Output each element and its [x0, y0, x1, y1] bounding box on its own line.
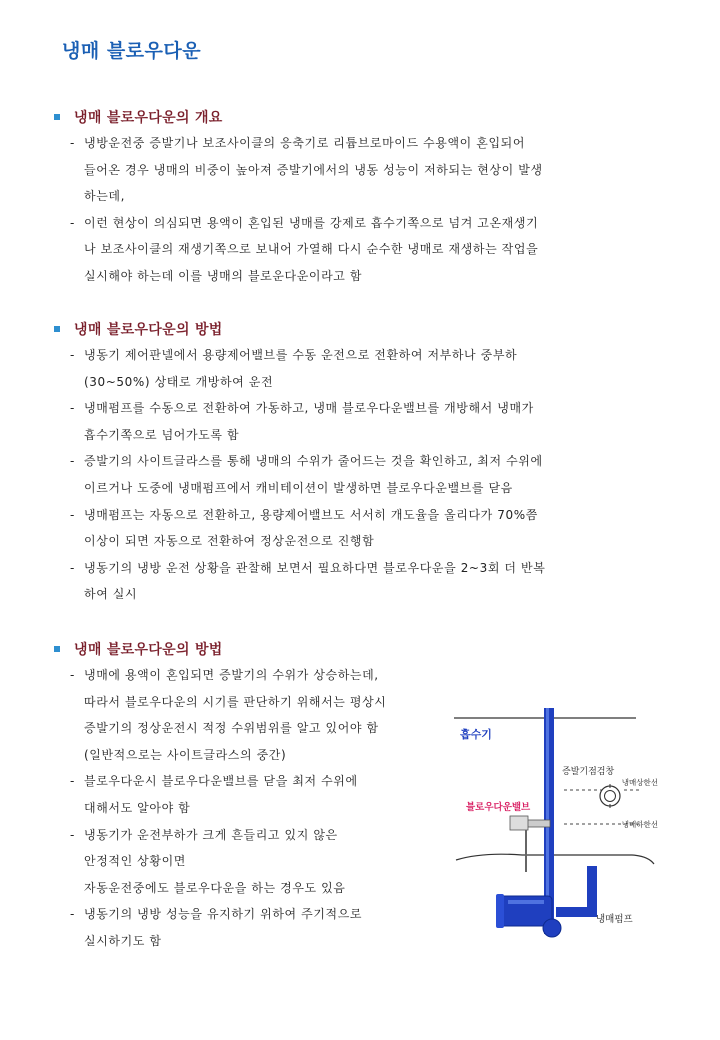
dash-bullet: - — [70, 907, 75, 922]
item-line: 이런 현상이 의심되면 용액이 혼입된 냉매를 강제로 흡수기쪽으로 넘겨 고온재생기 — [84, 215, 539, 230]
dash-bullet: - — [70, 348, 75, 362]
dash-bullet: - — [70, 774, 75, 789]
item-line: 실시하기도 함 — [84, 933, 162, 948]
item-line: 냉동기의 냉방 운전 상황을 관찰해 보면서 필요하다면 블로우다운을 2~3회 더 반복 — [84, 560, 546, 575]
section-title: 냉매 블로우다운의 방법 — [74, 322, 223, 338]
item-line: 흡수기쪽으로 넘어가도록 함 — [84, 427, 240, 442]
item-line: 증발기의 정상운전시 적정 수위범위를 알고 있어야 함 — [84, 721, 379, 736]
dash-bullet: - — [70, 668, 75, 682]
item-line: 안정적인 상황이면 — [84, 854, 186, 869]
blowdown-diagram — [452, 700, 658, 950]
dash-bullet: - — [70, 454, 75, 469]
sightglass-label: 증발기점검창 — [562, 767, 615, 777]
square-bullet-icon — [54, 114, 60, 120]
dash-bullet: - — [70, 507, 75, 522]
item-list — [52, 342, 652, 608]
lower-level-label: 냉매하한선 — [621, 820, 658, 829]
list-item — [70, 448, 652, 501]
item-line: 실시해야 하는데 이를 냉매의 블로운다운이라고 함 — [84, 268, 363, 283]
page-title: 냉매 블로우다운 — [62, 40, 202, 62]
dash-bullet: - — [70, 215, 75, 230]
item-line: 블로우다운시 블로우다운밸브를 닫을 최저 수위에 — [84, 774, 358, 789]
item-line: (일반적으로는 사이트글라스의 중간) — [84, 747, 287, 762]
pump-label: 냉매펌프 — [596, 914, 633, 925]
section-header — [52, 318, 652, 340]
pump-pipe — [556, 876, 592, 912]
valve-pipe — [526, 820, 550, 827]
item-line: 이르거나 도중에 냉매펌프에서 캐비테이션이 발생하면 블로우다운밸브를 닫음 — [84, 480, 513, 495]
item-line: 냉매펌프를 수동으로 전환하여 가동하고, 냉매 블로우다운밸브를 개방해서 냉매가 — [84, 401, 534, 416]
evaporator-outline — [456, 854, 654, 864]
dash-bullet: - — [70, 136, 75, 150]
list-item — [70, 555, 652, 608]
list-item — [70, 502, 652, 555]
item-line: 이상이 되면 자동으로 전환하여 정상운전으로 진행함 — [84, 534, 375, 549]
dash-bullet: - — [70, 827, 75, 842]
list-item — [70, 130, 652, 210]
item-line: 냉매펌프는 자동으로 전환하고, 용량제어밸브도 서서히 개도율을 올리다가 70%쯤 — [84, 507, 538, 522]
section-title: 냉매 블로우다운의 방법 — [74, 642, 223, 658]
section-title: 냉매 블로우다운의 개요 — [74, 110, 223, 126]
dash-bullet: - — [70, 560, 75, 575]
item-line: 냉방운전중 증발기나 보조사이클의 응축기로 리튬브로마이드 수용액이 혼입되어 — [84, 136, 526, 150]
section-method — [52, 318, 652, 608]
item-line: 자동운전중에도 블로우다운을 하는 경우도 있음 — [84, 880, 346, 895]
sightglass-icon — [600, 786, 620, 806]
valve-label: 블로우다운밸브 — [466, 802, 531, 813]
square-bullet-icon — [54, 646, 60, 652]
item-line: (30~50%) 상태로 개방하여 운전 — [84, 374, 274, 389]
item-line: 따라서 블로우다운의 시기를 판단하기 위해서는 평상시 — [84, 694, 387, 709]
item-line: 냉동기 제어판넬에서 용량제어밸브를 수동 운전으로 전환하여 저부하나 중부하 — [84, 348, 518, 362]
item-line: 냉동기가 운전부하가 크게 흔들리고 있지 않은 — [84, 827, 338, 842]
list-item — [70, 342, 652, 395]
item-line: 냉동기의 냉방 성능을 유지하기 위하여 주기적으로 — [84, 907, 363, 922]
absorber-label: 흡수기 — [460, 728, 492, 741]
item-line: 냉매에 용액이 혼입되면 증발기의 수위가 상승하는데, — [84, 668, 379, 682]
blowdown-valve-icon — [510, 816, 528, 830]
item-line: 들어온 경우 냉매의 비중이 높아져 증발기에서의 냉동 성능이 저하되는 현상이 발생 — [84, 162, 543, 177]
square-bullet-icon — [54, 326, 60, 332]
list-item — [70, 395, 652, 448]
section-overview — [52, 106, 652, 290]
item-line: 증발기의 사이트글라스를 통해 냉매의 수위가 줄어드는 것을 확인하고, 최저 수위에 — [84, 454, 543, 469]
section-header — [52, 638, 652, 660]
item-line: 하여 실시 — [84, 587, 138, 602]
item-line: 하는데, — [84, 189, 125, 204]
section-header — [52, 106, 652, 128]
list-item — [70, 210, 652, 290]
upper-level-label: 냉매상한선 — [621, 778, 658, 787]
item-line: 나 보조사이클의 재생기쪽으로 보내어 가열해 다시 순수한 냉매로 재생하는 작업을 — [84, 242, 539, 257]
item-list — [52, 130, 652, 290]
dash-bullet: - — [70, 401, 75, 416]
item-line: 대해서도 알아야 함 — [84, 800, 191, 815]
